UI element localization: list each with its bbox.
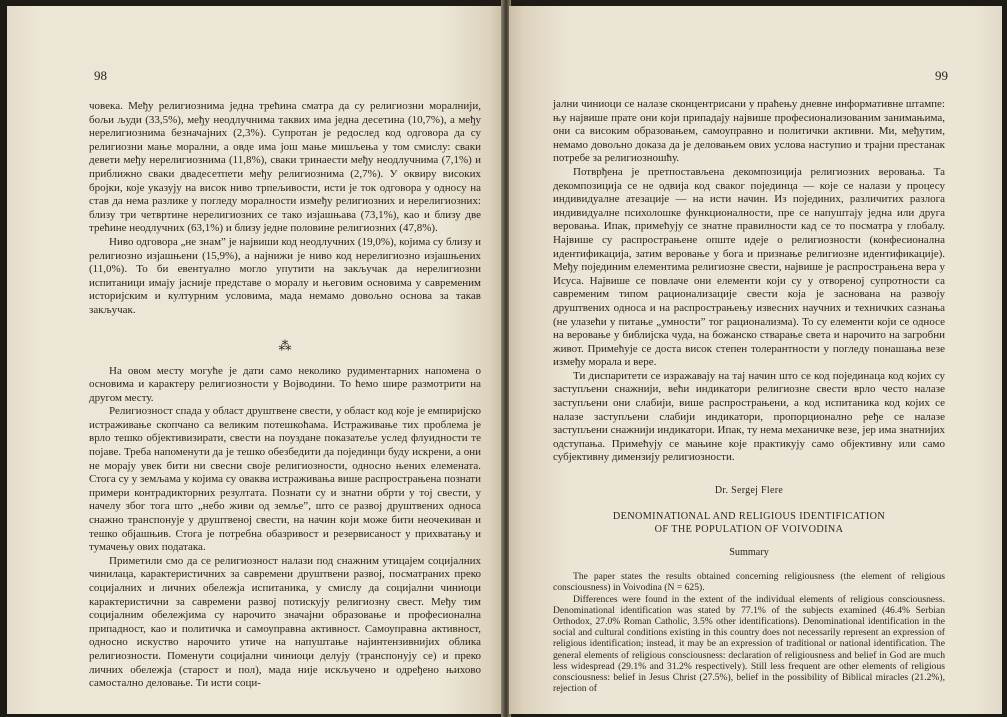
section-divider: ⁂ bbox=[278, 337, 292, 353]
article-title bbox=[553, 510, 945, 536]
paragraph: Ниво одговора „не знам” је највиши код неодлучних (19,0%), којима су близу и религиозно изјашњени (15,9%), а најнижи је ниво код нерелигиозно изјашњених (11,0%). То би евентуално могло упутити на закључак да нерелигиозни испитаници имају јасније представе о моралу и његовим основима у савременим историјским и културним условима, мада немамо довољно основа за такав закључак. bbox=[89, 235, 481, 316]
paragraph: Потврђена је претпостављена декомпозиција религиозних веровања. Та декомпозиција се не одвија код сваког појединца — које се налази у процесу индивидуалне атезације — на исти начин. Из појединих, различитих разлога индивидуалне психолошке функционалности, пре се напуштају једна или друга веровања. Ипак, примећују се знатне правилности кад се то посматра у глобалу. Највише су распрострањене опште идеје о религиозности (конфесионална идентификација, затим веровање у бога и признање религиозне идентификације). Међу појединим елементима религиозне свести, највише је распрострањена вера у Исуса. Највише се повлаче они елементи који су у отвореној супротности са савременим типом рационализације свести која је заснована на развоју друштвених односа и на распрострањењу извесних научних и техничких сазнања (не улазећи у питање „умности” тог рационализма). То су елементи који се односе на веровање у библијска чуда, на божанско стварање света и нарочито на загробни живот. Примећује се доста висок степен толерантности у погледу понашања везе између морала и вере. bbox=[553, 165, 945, 369]
paragraph: Религиозност спада у област друштвене свести, у област код које је емпиријско истраживање скопчано са великим потешкоћама. Истраживање тих проблема је врло тешко објективизирати, свести на поуздане показатеље услед флуидности те појаве. Треба напоменути да је тешко обезбедити да појединци буду искрени, а они не морају увек бити ни свесни своје религиозности, односно њених елемената. Стога су у земљама у којима су оваква истраживања више распрострањена познати примери контрадикторних резултата. Познати су и знатни обрти у тој свести, у начелу због тога што „небо живи од земље”, што се развој друштвених односа снажно транспонује у друштвеној свести, на начин који може бити неочекиван и тешко објашњив. Стога је потребна обазривост и резервисаност у прихватању и тумачењу ових података. bbox=[89, 405, 481, 554]
title-line: OF THE POPULATION OF VOIVODINA bbox=[654, 523, 844, 535]
paragraph: човека. Међу религиознима једна трећина сматра да су религиозни моралнији, бољи људи (33,5%), међу неодлучнима таквих има једна десетина (10,7%), а међу нерелигиознима безначајних (2,3%). Супротан је редослед код одговора да су религиозни мање морални, а овде има још мање мишљења у том смислу: сваки девети међу нерелигиознима (11,8%), сваки тринаести међу неодлучнима (7,1%) и приближно сваки двадесетпети међу религиознима (2,7%). У оквиру високих бројки, које указују на висок ниво трпељивости, исти је ток одговора у односу на став да нема разлике у погледу моралности између религиозних и нерелигиозних: близу три четвртине нерелигиозних се тако изјашњава (73,1%), као и близу две трећине неодлучних (63,1%) и близу једне половине религиозних (47,8%). bbox=[89, 100, 481, 235]
paragraph: Ти диспаритети се изражавају на тај начин што се код појединаца код којих су заступљени снажнији, већи индикатори религиозне свести врло често налазе заступљени они слабији, више распрострањени, а код испитаника код којих се налазе заступљени слабији индикатори, пропорционално ређе се налазе заступљени снажнији индикатори. Ипак, ту нема механичке везе, јер има знатнијих одступања. Примећују се мањине које практикују само објективну или само субјективну димензију религиозности. bbox=[553, 369, 945, 464]
paragraph: Differences were found in the extent of the individual elements of religious consciousness. Denominational identification was stated by 77.1% of the subjects examined (46.4% Serbian Orthodox, 27.0% Roman Catholic, 3.5% other identifications). Denominational identification in the social and cultural conditions existing in this country does not necessarily represent an expression of religious identification; instead, it may be an expression of traditional or national identification. The general elements of religious consciousness: declaration of religiousness and belief in God are much less widespread (29.1% and 31.2% respectively). Still less frequent are other elements of religious consciousness: belief in Jesus Christ (27.5%), belief in the possibility of Biblical miracles (21.2%), rejection of bbox=[553, 593, 945, 695]
page-number-right: 99 bbox=[935, 68, 948, 83]
author-name: Dr. Sergej Flere bbox=[714, 485, 784, 496]
summary-body bbox=[553, 571, 945, 694]
paragraph: The paper states the results obtained concerning religiousness (the element of religious consciousness) in Voivodina (N = 625). bbox=[553, 571, 945, 594]
paragraph: јални чиниоци се налазе сконцентрисани у праћењу дневне информативне штампе: њу највише прате они који припадају највише професионализованим занимањима, они са високим образовањем, самоуправно и политички активни. Ми, међутим, немамо довољно доказа да је деловањем ових услова наступио и трајни престанак потребе за религиозношћу. bbox=[553, 98, 945, 165]
paragraph: На овом месту могуће је дати само неколико рудиментарних напомена о основима и карактеру религиозности у Војводини. То ћемо шире размотрити на другом месту. bbox=[89, 364, 481, 404]
right-text-column bbox=[553, 98, 945, 465]
title-line: DENOMINATIONAL AND RELIGIOUS IDENTIFICATION bbox=[612, 510, 886, 522]
left-text-column bbox=[89, 100, 481, 691]
page-number-left: 98 bbox=[94, 68, 107, 83]
summary-heading: Summary bbox=[729, 546, 769, 558]
left-page bbox=[7, 6, 503, 714]
right-page bbox=[509, 6, 1002, 714]
english-summary bbox=[553, 484, 945, 694]
paragraph: Приметили смо да се религиозност налази под снажним утицајем социјалних чинилаца, карактеристичних за савремени друштвени развој, посматраних преко социјалних и личних обележја испитаника, у смислу да социјални чиниоци карактеристични за савремени развој потискују религиозну свест. Међу тим социјалним обележјима су нарочито значајни образовање и професионална припадност, као и политичка и самоуправна активност. Самоуправна активност, односно искуство нарочито утиче на напуштање најинтензивнијих облика религиозности. Поменути социјални чиниоци делују (транспонују се) и преко личних обележја (старост и пол), мада није искључено и одређено њихово самостално деловање. Ти исти соци- bbox=[89, 554, 481, 690]
